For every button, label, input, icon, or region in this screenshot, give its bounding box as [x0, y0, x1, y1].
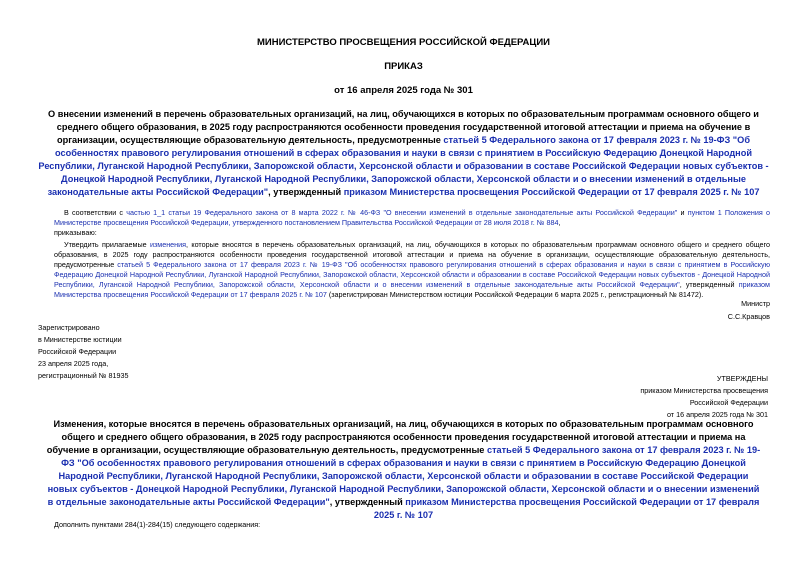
- approve-text-2: , которые вносятся в перечень образовательных организаций, на лиц, обучающихся в которых по образовательным программам основного общего и среднего общего образования, в 2025 году распространяются особенности проведения государственной итоговой аттестации и приема на обучение в организации, осуществляющие образовательную деятельность, предусмотренные: [54, 240, 770, 269]
- registration-line: 23 апреля 2025 года,: [38, 359, 109, 368]
- order-word: приказываю:: [54, 228, 97, 237]
- basis-regulation-link[interactable]: пунктом 1 Положения о Министерстве просвещения Российской Федерации, утвержденного постановлением Правительства Российской Федерации от 28 июля 2018 г. № 884: [54, 208, 770, 227]
- approve-text-3: , утвержденный: [679, 280, 739, 289]
- approved-line: Российской Федерации: [689, 398, 768, 407]
- approved-line: УТВЕРЖДЕНЫ: [716, 374, 768, 383]
- annex-title: [46, 418, 761, 522]
- doc-type: ПРИКАЗ: [384, 61, 423, 72]
- annex-title-text-2: , утвержденный: [329, 497, 406, 507]
- basis-text: В соответствии с: [64, 208, 127, 217]
- order-title: [38, 108, 769, 199]
- approve-order-link[interactable]: приказом Министерства просвещения Российской Федерации от 17 февраля 2025 г. № 107: [54, 280, 770, 299]
- law-link[interactable]: статьей 5 Федерального закона от 17 февраля 2023 г. № 19-ФЗ "Об особенностях правового регулирования отношений в сферах образования и науки в связи с принятием в Российскую Федерацию Донецкой Народной Республики, Луганской Народной Республики, Запорожской области, Херсонской области и образовании в составе Российской Федерации новых субъектов - Донецкой Народной Республики, Луганской Народной Республики, Запорожской области, Херсонской области и о внесении изменений в отдельные законодательные акты Российской Федерации": [38, 135, 769, 197]
- registration-line: Зарегистрировано: [38, 323, 100, 332]
- registration-block: [38, 322, 128, 382]
- basis-law-link[interactable]: частью 1_1 статьи 19 Федерального закона от 8 марта 2022 г. № 46-ФЗ "О внесении изменений в отдельные законодательные акты Российской Федерации": [126, 208, 678, 217]
- signature-name: С.С.Кравцов: [727, 312, 770, 321]
- basis-text-3: ,: [558, 218, 561, 227]
- approve-law-link[interactable]: статьей 5 Федерального закона от 17 февраля 2023 г. № 19-ФЗ "Об особенностях правового регулирования отношений в сферах образования и науки в связи с принятием в Российскую Федерацию Донецкой Народной Республики, Луганской Народной Республики, Запорожской области, Херсонской области и образовании в составе Российской Федерации новых субъектов - Донецкой Народной Республики, Луганской Народной Республики, Запорожской области, Херсонской области и о внесении изменений в отдельные законодательные акты Российской Федерации": [54, 260, 770, 289]
- title-text-2: , утвержденный: [268, 187, 344, 197]
- supplement-line: Дополнить пунктами 284(1)-284(15) следующего содержания:: [54, 520, 261, 529]
- approved-line: приказом Министерства просвещения: [640, 386, 768, 395]
- registration-line: в Министерстве юстиции: [38, 335, 122, 344]
- registration-line: Российской Федерации: [38, 347, 117, 356]
- annex-order-link[interactable]: приказом Министерства просвещения Российской Федерации от 17 февраля 2025 г. № 107: [373, 497, 760, 520]
- order-link[interactable]: приказом Министерства просвещения Российской Федерации от 17 февраля 2025 г. № 107: [343, 187, 760, 197]
- approved-line: от 16 апреля 2025 года № 301: [666, 410, 768, 419]
- approve-text: Утвердить прилагаемые: [64, 240, 150, 249]
- signature-position: Министр: [741, 299, 770, 308]
- doc-date: от 16 апреля 2025 года № 301: [334, 85, 473, 96]
- changes-link[interactable]: изменения: [149, 240, 187, 249]
- approved-block: [520, 373, 768, 421]
- basis-text-2: и: [677, 208, 688, 217]
- annex-law-link[interactable]: статьей 5 Федерального закона от 17 февраля 2023 г. № 19-ФЗ "Об особенностях правового регулирования отношений в сферах образования и науки в связи с принятием в Российскую Федерацию Донецкой Народной Республики, Луганской Народной Республики, Запорожской области, Херсонской области и образовании в составе Российской Федерации новых субъектов - Донецкой Народной Республики, Луганской Народной Республики, Запорожской области, Херсонской области и о внесении изменений в отдельные законодательные акты Российской Федерации": [47, 445, 761, 507]
- title-text: О внесении изменений в перечень образовательных организаций, на лиц, обучающихся в которых по образовательным программам основного общего и среднего общего образования, в 2025 году распространяются особенности проведения государственной итоговой аттестации и приема на обучение в организации, осуществляющие образовательную деятельность, предусмотренные: [48, 109, 759, 145]
- ministry-heading: МИНИСТЕРСТВО ПРОСВЕЩЕНИЯ РОССИЙСКОЙ ФЕДЕРАЦИИ: [256, 37, 551, 48]
- annex-title-text: Изменения, которые вносятся в перечень образовательных организаций, на лиц, обучающихся в которых по образовательным программам основного общего и среднего общего образования, в 2025 году распространяются особенности проведения государственной итоговой аттестации и приема на обучение в организации, осуществляющие образовательную деятельность, предусмотренные: [46, 419, 754, 455]
- approve-text-4: (зарегистрирован Министерством юстиции Российской Федерации 6 марта 2025 г., регистрационный № 81472).: [326, 290, 704, 299]
- approve-paragraph: [54, 240, 770, 300]
- basis-paragraph: [54, 208, 770, 228]
- registration-line: регистрационный № 81935: [38, 371, 129, 380]
